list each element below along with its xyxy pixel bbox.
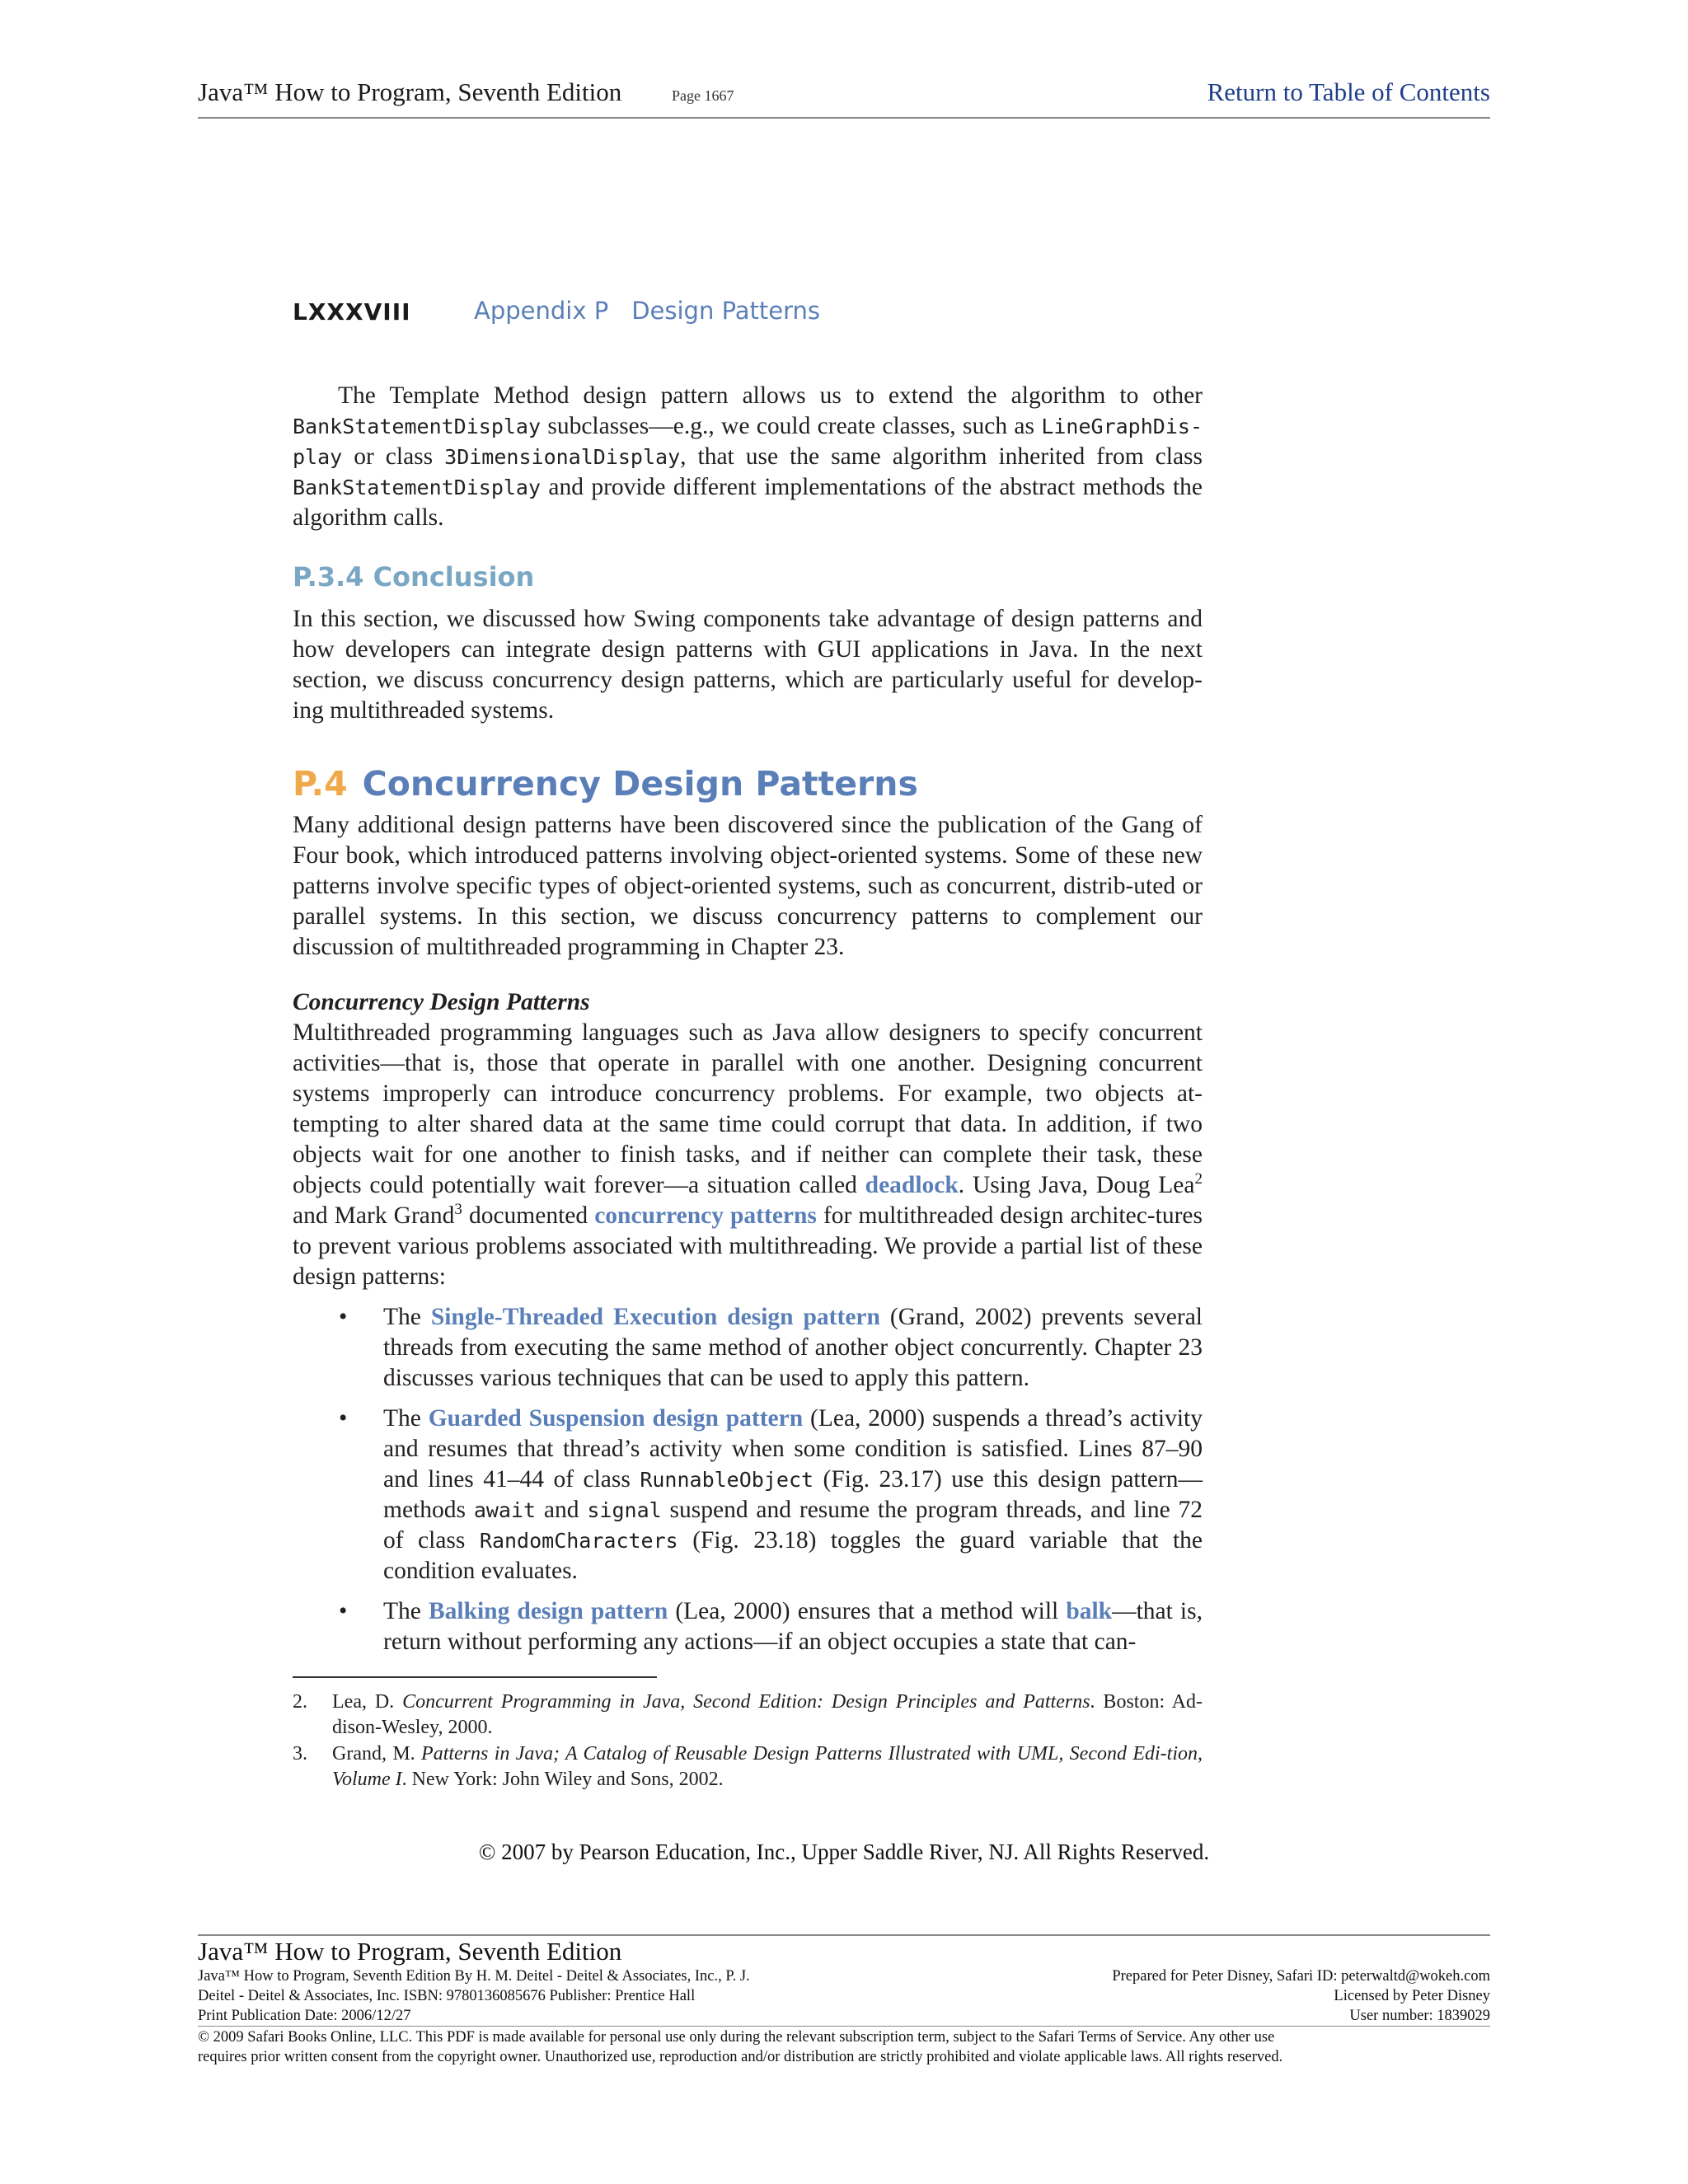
- legal-notice: © 2009 Safari Books Online, LLC. This PDF is made available for personal use only during the relevant subscription term, subject to the Safari Terms of Service. Any other use requires prior written consent from the copyright owner. Unauthorized use, reproduction and/or distribution are strictly prohibited and violate applicable laws. All rights reserved.: [198, 2029, 1283, 2065]
- term-guarded-suspension: Guarded Suspension design pattern: [428, 1405, 804, 1432]
- main-content: [293, 381, 1203, 1667]
- conclusion-heading: P.3.4 Conclusion: [293, 561, 535, 593]
- list-item: • The Guarded Suspension design pattern (Lea, 2000) suspends a thread’s activity and resumes that thread’s activity when some condition is satisfied. Lines 87–90 and lines 41–44 of class RunnableObject (Fig. 23.17) use this design pattern—methods await and signal suspend and resume the program threads, and line 72 of class RandomCharacters (Fig. 23.18) toggles the guard variable that the condition evaluates.: [339, 1405, 1203, 1584]
- term-single-threaded: Single-Threaded Execution design pattern: [430, 1304, 880, 1330]
- code-linegraphdisplay: LineGraphDis-play: [293, 415, 1203, 469]
- bullet-icon: •: [339, 1598, 348, 1624]
- list-item: • The Balking design pattern (Lea, 2000) ensures that a method will balk—that is, return without performing any actions—if an object occupies a state that can-: [339, 1598, 1203, 1655]
- footer-divider: [198, 1934, 1490, 1936]
- book-title: Java™ How to Program, Seventh Edition: [198, 77, 622, 106]
- footnote-divider: [293, 1676, 657, 1678]
- conclusion-paragraph: In this section, we discussed how Swing components take advantage of design patterns and how developers can integrate design patterns with GUI applications in Java. In the next section, we discuss concurrency design patterns, which are particularly useful for develop-ing multithreaded systems.: [293, 606, 1203, 724]
- concurrency-runin-heading: Concurrency Design Patterns: [293, 989, 590, 1015]
- code-3dimensionaldisplay: 3DimensionalDisplay: [444, 445, 681, 469]
- concurrency-paragraph: Multithreaded programming languages such as Java allow designers to specify concurrent activities—that is, those that operate in parallel with one another. Designing concurrent systems improperly can introduce concurrency problems. For example, two objects at-tempting to alter shared data at the same time could corrupt that data. In addition, if two objects wait for one another to finish tasks, and if neither can complete their task, these objects could potentially wait forever—a situation called deadlock. Using Java, Doug Lea$^2$ and Mark Grand$^3$ documented concurrency patterns for multithreaded design architec-tures to prevent various problems associated with multithreading. We provide a partial list of these design patterns:: [293, 1019, 1203, 1290]
- code-await: await: [473, 1498, 537, 1522]
- legal-divider: [198, 2026, 1490, 2027]
- code-bankstatementdisplay: BankStatementDisplay: [293, 415, 542, 438]
- code-runnableobject: RunnableObject: [640, 1468, 814, 1492]
- code-randomcharacters: RandomCharacters: [479, 1529, 678, 1553]
- appendix-title: [474, 297, 843, 325]
- appendix-name: Design Patterns: [631, 297, 821, 325]
- section-title: Concurrency Design Patterns: [362, 764, 918, 804]
- page-number: Page 1667: [672, 87, 734, 104]
- footnotes: [293, 1690, 1203, 1793]
- code-signal: signal: [587, 1498, 662, 1522]
- top-header: [198, 76, 1490, 119]
- pattern-list: [293, 1302, 1203, 1657]
- footnote-3: 3. Grand, M. Patterns in Java; A Catalog of Reusable Design Patterns Illustrated with UML, Second Edi-tion, Volume I. New York: John Wiley and Sons, 2002.: [293, 1743, 1203, 1790]
- footer-license-info: Prepared for Peter Disney, Safari ID: peterwaltd@wokeh.com Licensed by Peter Disney User number: 1839029: [1112, 1968, 1490, 2024]
- footnote-2: 2. Lea, D. Concurrent Programming in Java, Second Edition: Design Principles and Patterns. Boston: Ad-dison-Wesley, 2000.: [293, 1691, 1203, 1738]
- section-heading: [293, 764, 1203, 804]
- footer-publication-info: Java™ How to Program, Seventh Edition By H. M. Deitel - Deitel & Associates, Inc., P. J. Deitel - Deitel & Associates, Inc. ISBN: 9780136085676 Publisher: Prentice Hall Print Publication Date: 2006/12/27: [198, 1968, 750, 2024]
- term-balking: Balking design pattern: [428, 1598, 668, 1624]
- copyright-notice: © 2007 by Pearson Education, Inc., Upper Saddle River, NJ. All Rights Reserved.: [478, 1840, 1210, 1864]
- section-number: P.4: [293, 764, 348, 804]
- term-concurrency-patterns: concurrency patterns: [594, 1202, 817, 1229]
- page-roman-numeral: LXXXVIII: [293, 298, 411, 326]
- term-deadlock: deadlock: [865, 1172, 959, 1198]
- footnote-ref-2[interactable]: 2: [1194, 1170, 1203, 1188]
- list-item: • The Single-Threaded Execution design pattern (Grand, 2002) prevents several threads from executing the same method of another object concurrently. Chapter 23 discusses various techniques that can be used to apply this pattern.: [339, 1304, 1203, 1391]
- term-balk: balk: [1066, 1598, 1113, 1624]
- appendix-label: Appendix P: [474, 297, 609, 325]
- footnote-ref-3[interactable]: 3: [454, 1201, 462, 1219]
- return-to-toc-link[interactable]: Return to Table of Contents: [1207, 77, 1490, 106]
- code-bankstatementdisplay: BankStatementDisplay: [293, 476, 542, 499]
- bullet-icon: •: [339, 1304, 348, 1330]
- bullet-icon: •: [339, 1405, 348, 1432]
- section-intro-paragraph: Many additional design patterns have been discovered since the publication of the Gang of Four book, which introduced patterns involving object-oriented systems. Some of these new patterns involve specific types of object-oriented systems, such as concurrent, distrib-uted or parallel systems. In this section, we discuss concurrency patterns to complement our discussion of multithreaded programming in Chapter 23.: [293, 812, 1203, 960]
- template-method-paragraph: The Template Method design pattern allows us to extend the algorithm to other BankStatementDisplay subclasses—e.g., we could create classes, such as LineGraphDis-play or class 3DimensionalDisplay, that use the same algorithm inherited from class BankStatementDisplay and provide different implementations of the abstract methods the algorithm calls.: [293, 382, 1203, 531]
- footer-book-title: Java™ How to Program, Seventh Edition: [198, 1937, 622, 1966]
